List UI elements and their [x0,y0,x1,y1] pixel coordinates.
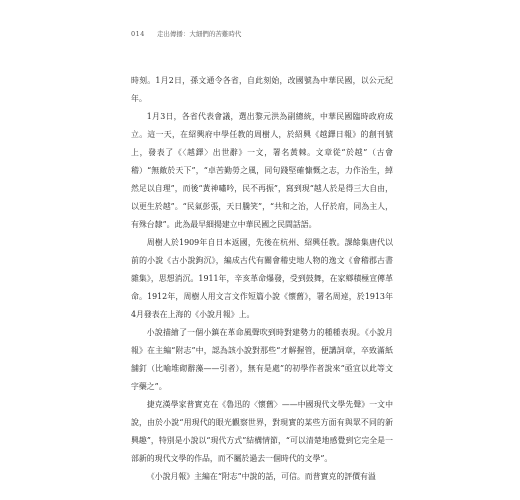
page-number: 014 [131,30,145,38]
page-body [131,72,393,486]
page-header [131,30,411,39]
paragraph: 周樹人於1909年自日本返國，先後在杭州、紹興任教。課餘集唐代以前的小說《古小說鉤沉》，編成古代有關會稽史地人物的逸文《會稽郡古書雜集》，思想消沉。1911年，辛亥革命爆發，受到鼓舞，在家鄉積極宣傳革命。1912年，周樹人用文言文作短篇小說《懷舊》，署名周逴，於1913年4月發表在上海的《小說月報》上。 [131,238,393,319]
paragraph: 小說描繪了一個小鎮在革命風聲吹到時對建勢力的種種表現。《小說月報》在主編“附志”中，認為該小說對那些“才解握管，便講詞章，卒致滿紙舖釘（比喻堆砌辭藻——引者），無有是處”的初學作者說來“亟宜以此等文字藥之”。 [131,328,393,391]
running-title: 走出傳播：大細們的苦難時代 [156,30,242,38]
paragraph: 《小說月報》主編在“附志”中說的話，可信。而普實克的評價有溢 [146,472,376,481]
paragraph: 1月3日，各省代表會議，選出黎元洪為副總統，中華民國臨時政府成立。這一天，在紹興府中學任教的周樹人，於紹興《越鐸日報》的創刊號上，發表了《〈越鐸〉出世辭》一文，署名黃棘。文章從“於越”（古會稽）“無敵於天下”，“卓苦勤勞之風，同句踐堅確慷慨之志，力作治生，綽然足以自理”，而後“黃神嘯吟，民不再振”，寫到現“越人於是得三大自由，以更生於越”。“民氣彭張，天日騰笑”，“共和之治，人仔於肩，同為主人，有殊台隸”。此為最早細揚建立中華民國之民間話語。 [131,112,393,229]
paragraph: 捷克漢學家普實克在《魯迅的〈懷舊〉——中國現代文學先聲》一文中說，由於小說“用現代的眼光觀察世界，對現實的某些方面有與眾不同的新興趣”，特別是小說以“現代方式”結構情節，“可以清楚地感覺到它完全是一部新的現代文學的作品，而不屬於過去一個時代的文學”。 [131,400,393,463]
paragraph: 時刻。1月2日，孫文通令各省，自此刻始，改國號為中華民國，以公元紀年。 [131,76,393,103]
